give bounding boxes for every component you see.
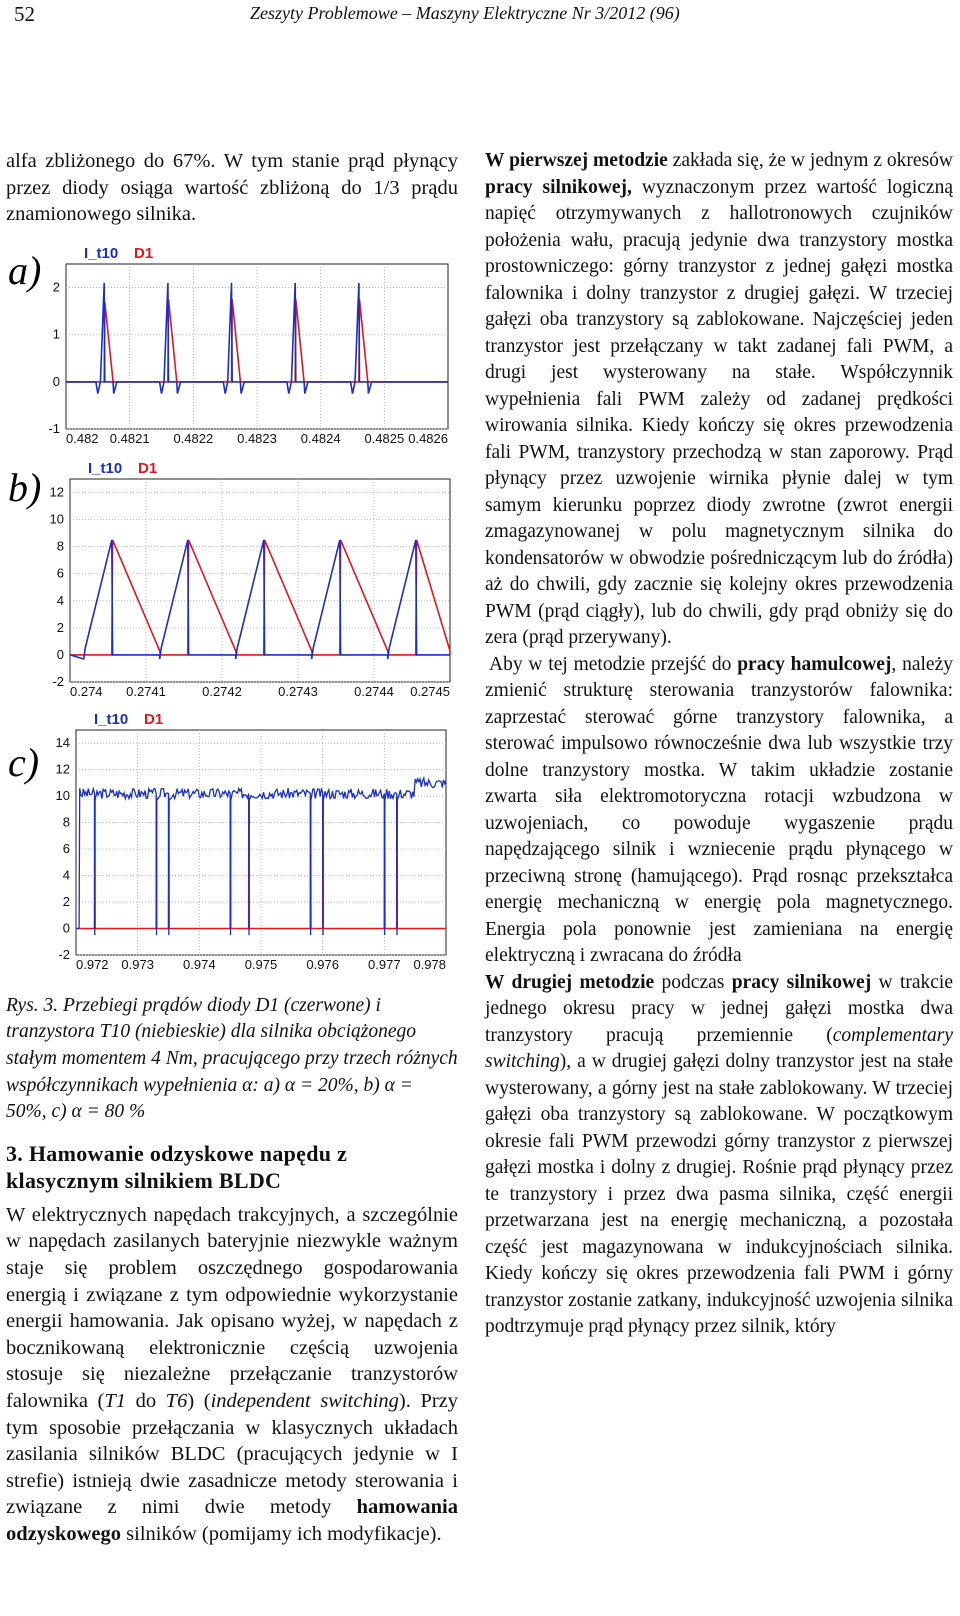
x-tick-label: 0.2745 — [410, 683, 450, 699]
y-tick-label: 14 — [55, 735, 70, 751]
body-text: ). Przy tym sposobie przełączania w klasycznych układach zasilania silników BLDC (pracujących jedynie w I strefie) istnieją dwie zasadnicze metody sterowania i związane z nimi dwie metody — [6, 1389, 459, 1519]
x-tick-label: 0.978 — [413, 956, 446, 972]
x-tick-label: 0.4822 — [173, 430, 214, 446]
y-tick-label: 0 — [52, 373, 60, 389]
y-tick-label: 6 — [56, 565, 64, 581]
body-text: W elektrycznych napędach trakcyjnych, a szczególnie w napędach zasilanych bateryjnie niezwykle ważnym staje się problem oszczędnego gospodarowania energią i związane z tym odpowiednie wykorzystanie energii hamowania. Jak opisano wyżej, w napędach z bocznikowaną elektronicznie częścią uzwojenia stosuje się niezależne przełączanie tranzystorów falownika ( — [6, 1203, 458, 1412]
chart-panel-a — [6, 236, 458, 451]
y-tick-label: 12 — [55, 761, 70, 777]
body-text: zakłada się, że w jednym z okresów — [667, 150, 953, 171]
legend-t10: I_t10 — [94, 710, 129, 728]
body-text: silników (pomijamy ich modyfikacje). — [121, 1522, 442, 1545]
left-column — [6, 148, 458, 1547]
x-tick-label: 0.973 — [121, 956, 154, 972]
plot-area — [70, 479, 450, 682]
y-tick-label: 12 — [49, 484, 64, 500]
legend-t10: I_t10 — [88, 459, 123, 477]
section-body-paragraph — [6, 1202, 458, 1548]
bold-term: pracy silnikowej — [731, 971, 872, 993]
braking-paragraph — [485, 652, 953, 970]
y-tick-label: 2 — [56, 619, 64, 635]
y-tick-label: 2 — [52, 279, 60, 295]
section-heading: 3. Hamowanie odzyskowe napędu z klasycznym silnikiem BLDC — [6, 1140, 348, 1193]
t1-text: T1 — [104, 1389, 127, 1412]
x-tick-label: 0.4821 — [109, 430, 150, 446]
page-number: 52 — [14, 2, 35, 26]
y-tick-label: 4 — [62, 867, 70, 883]
chart-panel-b — [6, 449, 458, 709]
y-tick-label: -1 — [48, 420, 60, 436]
journal-title: Zeszyty Problemowe – Maszyny Elektryczne Nr 3/2012 (96) — [250, 3, 680, 23]
legend-d1: D1 — [144, 710, 164, 728]
y-tick-label: -2 — [58, 946, 70, 962]
body-text: wyznaczonym przez wartość logiczną napięć otrzymywanych z hallotronowych czujników położenia wału, pracują jedynie dwa tranzystory mostka prostowniczego: górny tranzystor z jednej gałęzi mostka falownika i dolny tranzystor z drugiej gałęzi. W trzeciej gałęzi oba tranzystory są zablokowane. Najczęściej jeden tranzystor jest przełączany w takt zadanej fali PWM, a drugi jest wysterowany na stałe. Współczynnik wypełnienia fali PWM zależy od zadanej prędkości wirowania silnika. Kiedy kończy się okres przewodzenia fali PWM, tranzystory przechodzą w stan zaporowy. Prąd płynący przez uzwojenie wirnika płynie dalej w tym samym kierunku poprzez diody zwrotne (zwrot energii zmagazynowanej w polu magnetycznym silnika do kondensatorów w obwodzie pośredniczącym lub do źródła) aż do chwili, gdy zacznie się kolejny okres przewodzenia PWM (prąd ciągły), lub do chwili, gdy prąd obniży się do zera (prąd przerywany). — [485, 176, 953, 648]
figure-caption: Rys. 3. Przebiegi prądów diody D1 (czerwone) i tranzystora T10 (niebieskie) dla silnika obciążonego stałym momentem 4 Nm, pracującego przy trzech różnych współczynnikach wypełnienia α: a) α = 20%, b) α = 50%, c) α = 80 % — [6, 994, 458, 1123]
x-tick-label: 0.972 — [76, 956, 109, 972]
body-text: w trakcie jednego okresu pracy w jednej gałęzi mostka dwa tranzystory pracują przemiennie ( — [485, 971, 953, 1046]
method-2-paragraph — [485, 970, 953, 1341]
bold-term: pracy silnikowej, — [485, 176, 632, 198]
page-header — [0, 0, 960, 40]
body-text: Aby w tej metodzie przejść do — [489, 653, 738, 675]
y-tick-label: 8 — [62, 814, 70, 830]
x-tick-label: 0.4823 — [237, 430, 277, 446]
x-tick-label: 0.977 — [368, 956, 401, 972]
figure-3 — [6, 236, 458, 981]
x-tick-label: 0.2744 — [354, 683, 394, 699]
bold-term: W drugiej metodzie — [485, 971, 655, 993]
x-tick-label: 0.974 — [183, 956, 216, 972]
method-1-paragraph — [485, 148, 953, 652]
y-tick-label: 8 — [56, 538, 64, 554]
legend-d1: D1 — [138, 459, 158, 477]
y-tick-label: 10 — [55, 787, 70, 803]
y-tick-label: 1 — [52, 326, 60, 342]
bold-term: pracy hamulcowej — [737, 653, 892, 675]
x-tick-label: 0.2742 — [202, 683, 242, 699]
intro-paragraph: alfa zbliżonego do 67%. W tym stanie prąd płynący przez diody osiąga wartość zbliżoną do 1/3 prądu znamionowego silnika. — [6, 150, 458, 226]
x-tick-label: 0.274 — [70, 683, 103, 699]
y-tick-label: 0 — [62, 920, 70, 936]
x-tick-label: 0.2741 — [126, 683, 166, 699]
legend-d1: D1 — [134, 244, 154, 262]
chart-panel-c — [6, 708, 458, 976]
bold-term: hamowania odzyskowego — [6, 1496, 458, 1545]
t6-text: T6 — [165, 1389, 188, 1412]
y-tick-label: 10 — [49, 511, 64, 527]
legend-t10: I_t10 — [84, 244, 119, 262]
body-text: , należy zmienić strukturę sterowania tranzystorów falownika: zaprzestać sterować górne tranzystory falownika, a sterować impulsowo równocześnie dwa lub wszystkie trzy dolne tranzystory mostka. W takim układzie zostanie zwarta siła elektromotoryczna rotacji wzbudzona w uzwojeniach, co powoduje wygaszenie prądu napędzającego silnik i wzniecenie prądu płynącego w przeciwną stronę (hamującego). Prąd rosnąc przekształca energię mechaniczną w energię pola magnetycznego. Energia pola ponownie jest zamieniana na energię elektryczną i zwracana do źródła — [485, 653, 953, 966]
right-column — [485, 148, 953, 1341]
panel-label: b) — [8, 464, 42, 510]
x-tick-label: 0.2743 — [278, 683, 318, 699]
panel-label: c) — [8, 739, 40, 785]
y-tick-label: 0 — [56, 646, 64, 662]
body-text: podczas — [654, 971, 732, 993]
y-tick-label: -2 — [52, 673, 64, 689]
body-text: ) ( — [187, 1389, 211, 1412]
independent-switching-text: independent switching — [210, 1389, 399, 1412]
x-tick-label: 0.976 — [306, 956, 339, 972]
y-tick-label: 2 — [62, 893, 70, 909]
x-tick-label: 0.975 — [244, 956, 278, 972]
x-tick-label: 0.482 — [66, 430, 99, 446]
body-text: ), a w drugiej gałęzi dolny tranzystor jest na stałe wysterowany, a górny jest na stałe zablokowany. W trzeciej gałęzi oba tranzystory są zablokowane. W początkowym okresie fali PWM przewodzi górny tranzystor z pierwszej gałęzi mostka i dolny z drugiej. Rośnie prąd płynący przez te tranzystory i przez dwa pasma silnika, część energii przetwarzana jest na energię mechaniczną, a pozostała część jest magazynowana w indukcyjnościach silnika. Kiedy kończy się okres przewodzenia fali PWM i górny tranzystor zostanie zatkany, indukcyjność uzwojenia silnika podtrzymuje prąd płynący przez silnik, który — [485, 1051, 953, 1337]
body-text: do — [126, 1389, 166, 1412]
x-tick-label: 0.4826 — [408, 430, 448, 446]
y-tick-label: 4 — [56, 592, 64, 608]
panel-label: a) — [8, 247, 42, 293]
complementary-switching-text: complementary switching — [485, 1024, 953, 1072]
bold-term: W pierwszej metodzie — [485, 150, 668, 171]
x-tick-label: 0.4824 — [300, 430, 341, 446]
x-tick-label: 0.4825 — [364, 430, 405, 446]
y-tick-label: 6 — [62, 840, 70, 856]
